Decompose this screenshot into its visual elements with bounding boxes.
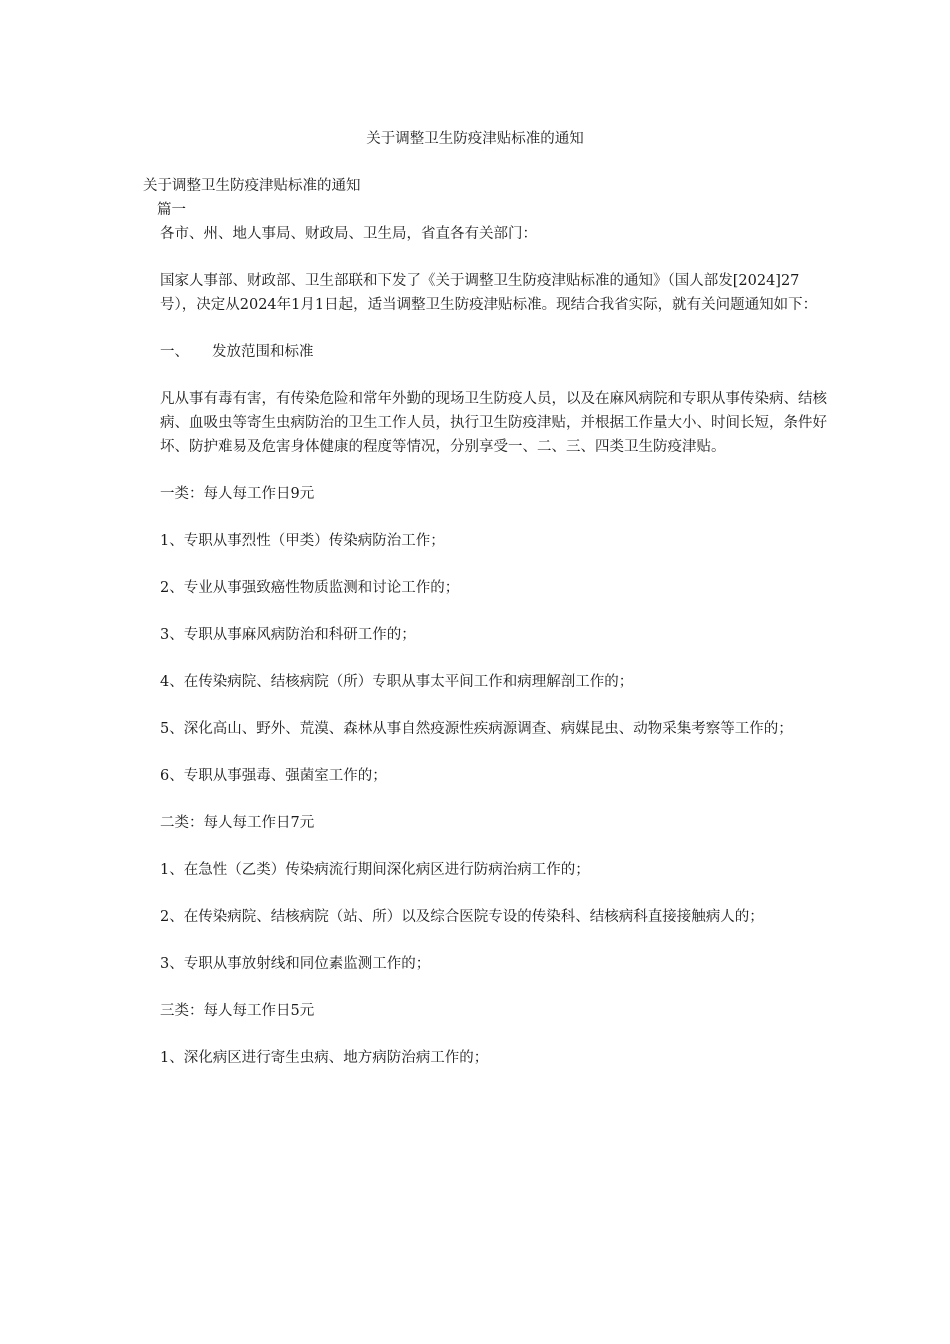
class1-item: 1、专职从事烈性（甲类）传染病防治工作； xyxy=(160,533,445,549)
class1-item: 2、专业从事强致癌性物质监测和讨论工作的； xyxy=(160,580,460,596)
class2-item: 2、在传染病院、结核病院（站、所）以及综合医院专设的传染科、结核病科直接接触病人的； xyxy=(160,909,764,925)
salutation: 各市、州、地人事局、财政局、卫生局，省直各有关部门： xyxy=(160,226,537,242)
section-number: 一、 xyxy=(160,344,189,360)
class3-header: 三类：每人每工作日5元 xyxy=(160,1003,315,1019)
class2-item: 3、专职从事放射线和同位素监测工作的； xyxy=(160,956,431,972)
document-body xyxy=(143,174,827,1070)
intro-paragraph: 国家人事部、财政部、卫生部联和下发了《关于调整卫生防疫津贴标准的通知》（国人部发[2024]27号），决定从2024年1月1日起，适当调整卫生防疫津贴标准。现结合我省实际，就有关问题通知如下： xyxy=(160,273,818,313)
class1-item: 3、专职从事麻风病防治和科研工作的； xyxy=(160,627,416,643)
part-label: 篇一 xyxy=(157,202,186,218)
section-heading xyxy=(143,340,823,364)
document-subtitle: 关于调整卫生防疫津贴标准的通知 xyxy=(143,178,361,194)
class1-item: 6、专职从事强毒、强菌室工作的； xyxy=(160,768,387,784)
class1-header: 一类：每人每工作日9元 xyxy=(160,486,315,502)
class2-header: 二类：每人每工作日7元 xyxy=(160,815,315,831)
document-title: 关于调整卫生防疫津贴标准的通知 xyxy=(366,131,584,147)
class1-item: 4、在传染病院、结核病院（所）专职从事太平间工作和病理解剖工作的； xyxy=(160,674,634,690)
scope-paragraph: 凡从事有毒有害，有传染危险和常年外勤的现场卫生防疫人员，以及在麻风病院和专职从事传染病、结核病、血吸虫等寄生虫病防治的卫生工作人员，执行卫生防疫津贴，并根据工作量大小、时间长短，条件好坏、防护难易及危害身体健康的程度等情况，分别享受一、二、三、四类卫生防疫津贴。 xyxy=(160,391,827,455)
section-title: 发放范围和标准 xyxy=(212,344,314,360)
class3-item: 1、深化病区进行寄生虫病、地方病防治病工作的； xyxy=(160,1050,489,1066)
class1-item: 5、深化高山、野外、荒漠、森林从事自然疫源性疾病源调查、病媒昆虫、动物采集考察等工作的； xyxy=(160,721,793,737)
class2-item: 1、在急性（乙类）传染病流行期间深化病区进行防病治病工作的； xyxy=(160,862,590,878)
